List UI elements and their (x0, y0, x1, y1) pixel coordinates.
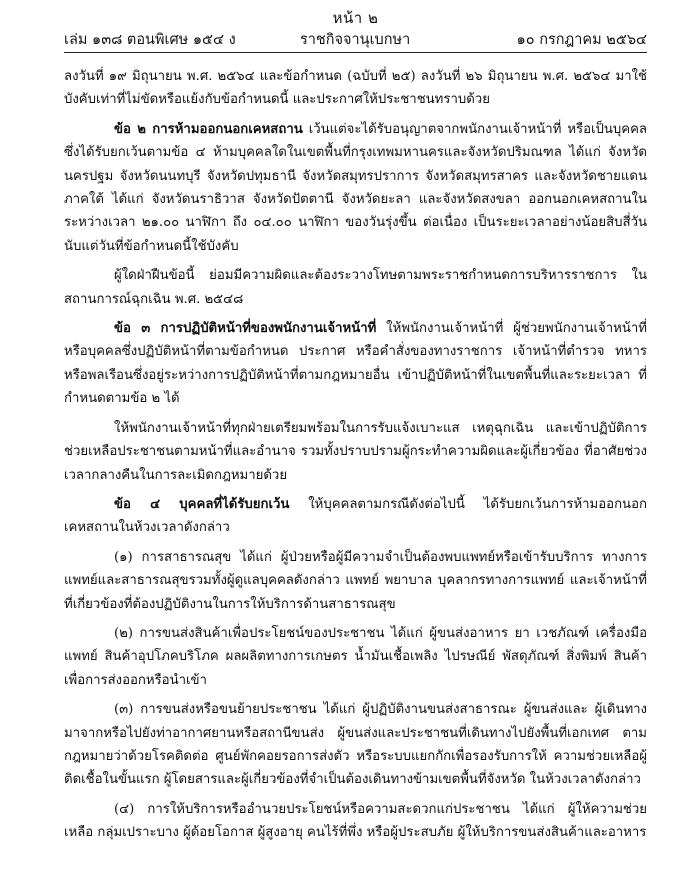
clause-3-title: ข้อ ๓ การปฏิบัติหน้าที่ของพนักงานเจ้าหน้าที่ (114, 321, 377, 337)
issue-date: ๑๐ กรกฎาคม ๒๕๖๔ (516, 32, 647, 48)
page-number: หน้า ๒ (332, 9, 379, 27)
clause-2-text: เว้นแต่จะได้รับอนุญาตจากพนักงานเจ้าหน้าที่ หรือเป็นบุคคลซึ่งได้รับยกเว้นตามข้อ ๔ ห้ามบุคคลใดในเขตพื้นที่กรุงเทพมหานครและจังหวัดปริมณฑล ได้แก่ จังหวัดนครปฐม จังหวัดนนทบุรี จังหวัดปทุมธานี จังหวัดสมุทรปราการ จังหวัดสมุทรสาคร และจังหวัดชายแดนภาคใต้ ได้แก่ จังหวัดนราธิวาส จังหวัดปัตตานี จังหวัดยะลา และจังหวัดสงขลา ออกนอกเคหสถานในระหว่างเวลา ๒๑.๐๐ นาฬิกา ถึง ๐๔.๐๐ นาฬิกา ของวันรุ่งขึ้น ต่อเนื่อง เป็นระยะเวลาอย่างน้อยสิบสี่วันนับแต่วันที่ข้อกำหนดนี้ใช้บังคับ (64, 121, 648, 254)
intro-paragraph: ลงวันที่ ๑๙ มิถุนายน พ.ศ. ๒๕๖๔ และข้อกำหนด (ฉบับที่ ๒๕) ลงวันที่ ๒๖ มิถุนายน พ.ศ. ๒๕๖๔ มาใช้บังคับเท่าที่ไม่ขัดหรือแย้งกับข้อกำหนดนี้ และประกาศให้ประชาชนทราบด้วย (64, 69, 647, 108)
clause-4-item-1: (๑) การสาธารณสุข ได้แก่ ผู้ป่วยหรือผู้มีความจำเป็นต้องพบแพทย์หรือเข้ารับบริการ ทางการแพทย์และสาธารณสุขรวมทั้งผู้ดูแลบุคคลดังกล่าว แพทย์ พยาบาล บุคลากรทางการแพทย์ และเจ้าหน้าที่ที่เกี่ยวข้องที่ต้องปฏิบัติงานในการให้บริการด้านสาธารณสุข (64, 549, 647, 612)
document-body (64, 65, 647, 845)
clause-2-paragraph (64, 118, 647, 258)
clause-2-penalty: ผู้ใดฝ่าฝืนข้อนี้ ย่อมมีความผิดและต้องระวางโทษตามพระราชกำหนดการบริหารราชการ ในสถานการณ์ฉุกเฉิน พ.ศ. ๒๕๔๘ (64, 268, 647, 307)
clause-4-item-3: (๓) การขนส่งหรือขนย้ายประชาชน ได้แก่ ผู้ปฏิบัติงานขนส่งสาธารณะ ผู้ขนส่งและ ผู้เดินทางมาจากหรือไปยังท่าอากาศยานหรือสถานีขนส่ง ผู้ขนส่งและประชาชนที่เดินทางไปยังพื้นที่เอกเทศ ตามกฎหมายว่าด้วยโรคติดต่อ ศูนย์พักคอยรอการส่งตัว หรือระบบแยกกักเพื่อรองรับการให้ ความช่วยเหลือผู้ติดเชื้อในขั้นแรก ผู้โดยสารและผู้เกี่ยวข้องที่จำเป็นต้องเดินทางข้ามเขตพื้นที่จังหวัด ในห้วงเวลาดังกล่าว (64, 702, 647, 788)
clause-4-text: ให้บุคคลตามกรณีดังต่อไปนี้ ได้รับยกเว้นการห้ามออกนอก เคหสถานในห้วงเวลาดังกล่าว (64, 496, 647, 536)
clause-3-paragraph-2: ให้พนักงานเจ้าหน้าที่ทุกฝ่ายเตรียมพร้อมในการรับแจ้งเบาะแส เหตุฉุกเฉิน และเข้าปฏิบัติการ ช่วยเหลือประชาชนตามหน้าที่และอำนาจ รวมทั้งปราบปรามผู้กระทำความผิดและผู้เกี่ยวข้อง ที่อาศัยช่วงเวลากลางคืนในการละเมิดกฎหมายด้วย (64, 420, 647, 483)
volume-info: เล่ม ๑๓๘ ตอนพิเศษ ๑๕๔ ง (64, 32, 236, 48)
gazette-name: ราชกิจจานุเบกษา (300, 32, 411, 48)
clause-2-title: ข้อ ๒ การห้ามออกนอกเคหสถาน (114, 121, 303, 137)
clause-4-item-2: (๒) การขนส่งสินค้าเพื่อประโยชน์ของประชาชน ได้แก่ ผู้ขนส่งอาหาร ยา เวชภัณฑ์ เครื่องมือแพทย์ สินค้าอุปโภคบริโภค ผลผลิตทางการเกษตร น้ำมันเชื้อเพลิง ไปรษณีย์ พัสดุภัณฑ์ สิ่งพิมพ์ สินค้าเพื่อการส่งออกหรือนำเข้า (64, 625, 647, 688)
clause-4-paragraph (64, 493, 647, 540)
clause-4-item-4: (๔) การให้บริการหรืออำนวยประโยชน์หรือความสะดวกแก่ประชาชน ได้แก่ ผู้ให้ความช่วยเหลือ กลุ่มเปราะบาง ผู้ด้อยโอกาส ผู้สูงอายุ คนไร้ที่พึ่ง หรือผู้ประสบภัย ผู้ให้บริการขนส่งสินค้าและอาหาร (64, 801, 647, 841)
clause-3-paragraph (64, 317, 647, 411)
clause-4-title: ข้อ ๔ บุคคลที่ได้รับยกเว้น (114, 496, 290, 512)
running-header (64, 28, 647, 53)
clause-3-text: ให้พนักงานเจ้าหน้าที่ ผู้ช่วยพนักงานเจ้าหน้าที่ หรือบุคคลซึ่งปฏิบัติหน้าที่ตามข้อกำหนด ประกาศ หรือคำสั่งของทางราชการ เจ้าหน้าที่ตำรวจ ทหาร หรือพลเรือนซึ่งอยู่ระหว่างการปฏิบัติหน้าที่ตามกฎหมายอื่น เข้าปฏิบัติหน้าที่ในเขตพื้นที่และระยะเวลา ที่กำหนดตามข้อ ๒ ได้ (64, 321, 647, 407)
